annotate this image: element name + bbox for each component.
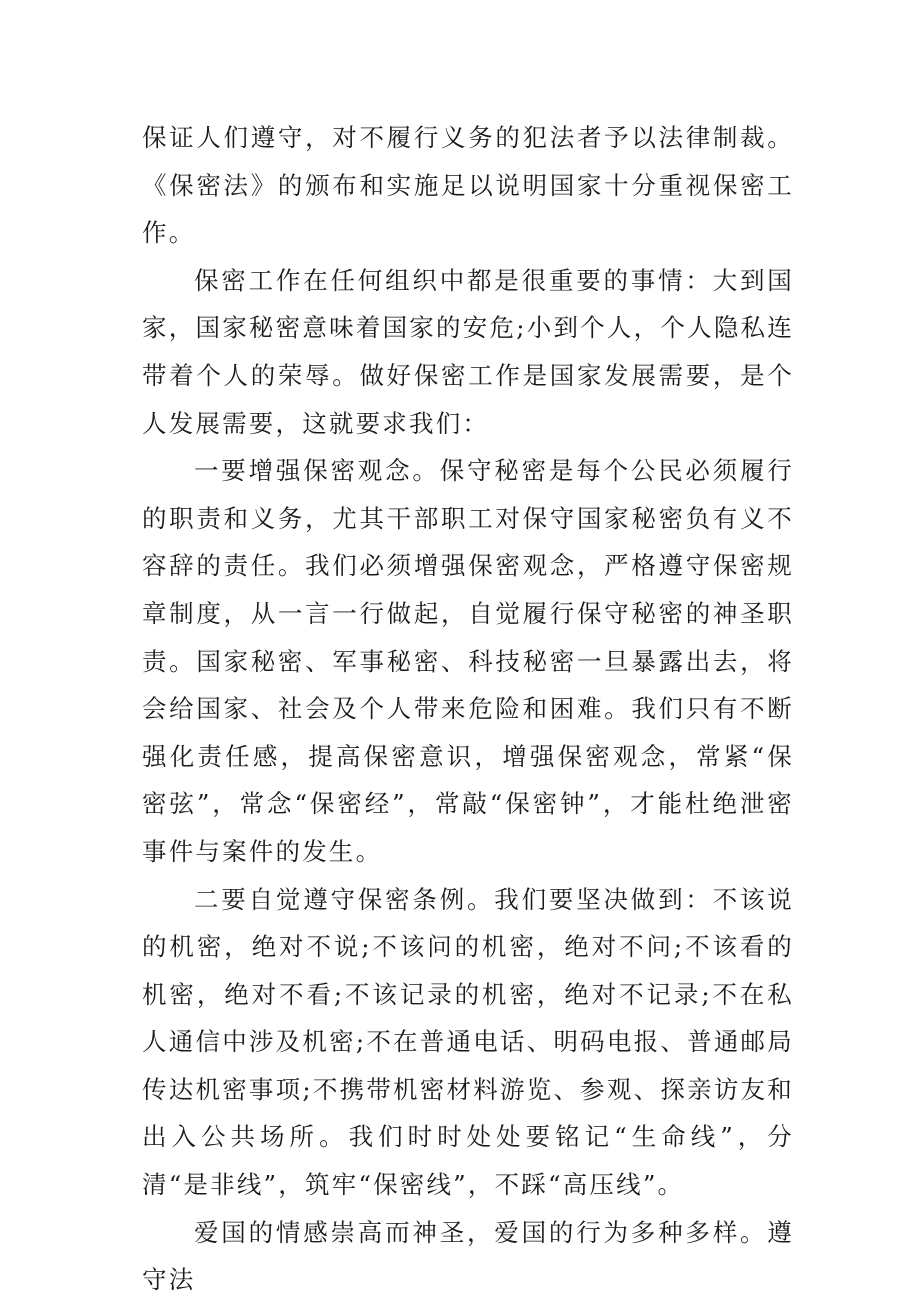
document-body: [142, 114, 794, 1304]
paragraph-4: 二要自觉遵守保密条例。我们要坚决做到：不该说的机密，绝对不说;不该问的机密，绝对不问;不该看的机密，绝对不看;不该记录的机密，绝对不记录;不在私人通信中涉及机密;不在普通电话、明码电报、普通邮局传达机密事项;不携带机密材料游览、参观、探亲访友和出入公共场所。我们时时处处要铭记“生命线”，分清“是非线”，筑牢“保密线”，不踩“高压线”。: [142, 884, 794, 1200]
paragraph-1: 保证人们遵守，对不履行义务的犯法者予以法律制裁。《保密法》的颁布和实施足以说明国家十分重视保密工作。: [142, 123, 794, 248]
paragraph-3: 一要增强保密观念。保守秘密是每个公民必须履行的职责和义务，尤其干部职工对保守国家秘密负有义不容辞的责任。我们必须增强保密观念，严格遵守保密规章制度，从一言一行做起，自觉履行保守秘密的神圣职责。国家秘密、军事秘密、科技秘密一旦暴露出去，将会给国家、社会及个人带来危险和困难。我们只有不断强化责任感，提高保密意识，增强保密观念，常紧“保密弦”，常念“保密经”，常敲“保密钟”，才能杜绝泄密事件与案件的发生。: [142, 456, 794, 866]
paragraph-2: 保密工作在任何组织中都是很重要的事情：大到国家，国家秘密意味着国家的安危;小到个人，个人隐私连带着个人的荣辱。做好保密工作是国家发展需要，是个人发展需要，这就要求我们：: [142, 265, 794, 438]
paragraph-5: 爱国的情感崇高而神圣，爱国的行为多种多样。遵守法: [142, 1217, 794, 1295]
